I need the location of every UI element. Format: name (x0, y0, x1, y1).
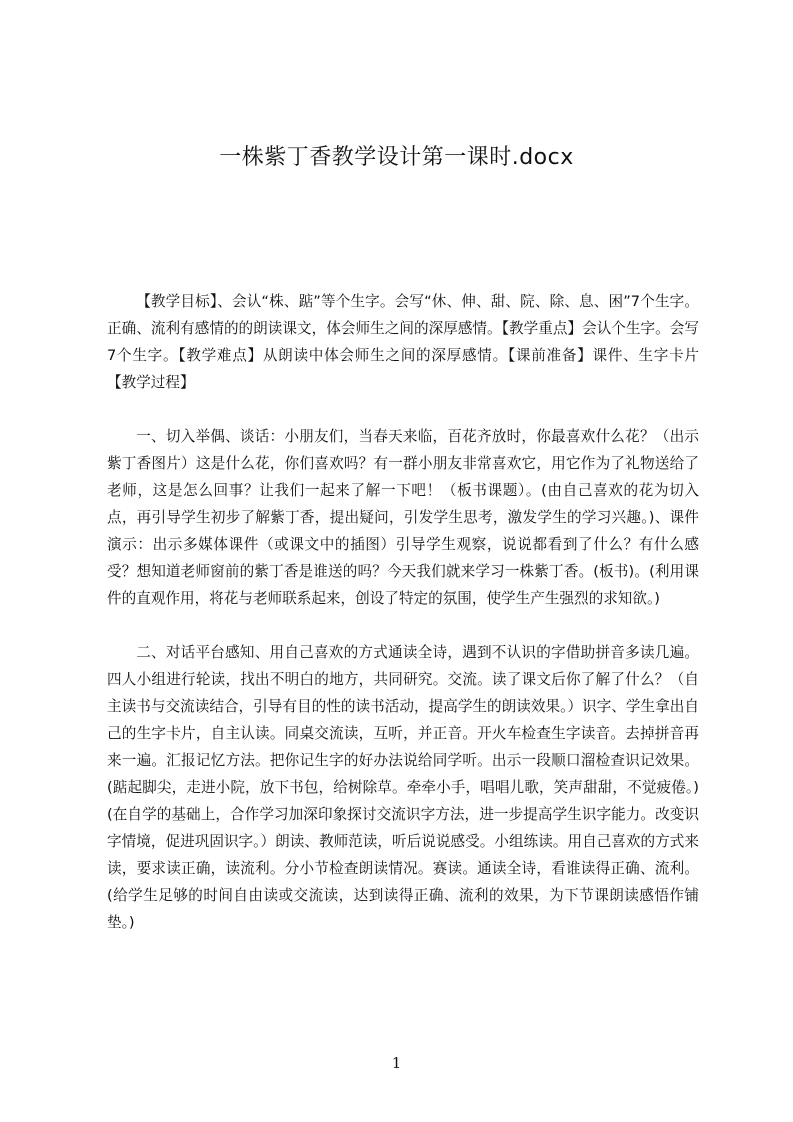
paragraph-part-two-dialogue: 二、对话平台感知、用自己喜欢的方式通读全诗，遇到不认识的字借助拼音多读几遍。四人小组进行轮读，找出不明白的地方，共同研究。交流。读了课文后你了解了什么？（自主读书与交流读结合，引导有目的性的读书活动，提高学生的朗读效果。）识字、学生拿出自己的生字卡片，自主认读。同桌交流读，互听，并正音。开火车检查生字读音。去掉拼音再来一遍。汇报记忆方法。把你记生字的好办法说给同学听。出示一段顺口溜检查识记效果。(踮起脚尖，走进小院，放下书包，给树除草。牵牵小手，唱唱儿歌，笑声甜甜，不觉疲倦。)(在自学的基础上，合作学习加深印象探讨交流识字方法，进一步提高学生识字能力。改变识字情境，促进巩固识字。）朗读、教师范读，听后说说感受。小组练读。用自己喜欢的方式来读，要求读正确，读流利。分小节检查朗读情况。赛读。通读全诗，看谁读得正确、流利。(给学生足够的时间自由读或交流读，达到读得正确、流利的效果，为下节课朗读感悟作铺垫。) (107, 644, 699, 931)
paragraph-part-one-introduction: 一、切入举偶、谈话：小朋友们，当春天来临，百花齐放时，你最喜欢什么花？（出示紫丁香图片）这是什么花，你们喜欢吗？有一群小朋友非常喜欢它，用它作为了礼物送给了老师，这是怎么回事？让我们一起来了解一下吧！（板书课题）。(由自己喜欢的花为切入点，再引导学生初步了解紫丁香，提出疑问，引发学生思考，激发学生的学习兴趣。)、课件演示：出示多媒体课件（或课文中的插图）引导学生观察，说说都看到了什么？有什么感受？想知道老师窗前的紫丁香是谁送的吗？今天我们就来学习一株紫丁香。(板书)。(利用课件的直观作用，将花与老师联系起来，创设了特定的氛围，使学生产生强烈的求知欲。) (107, 428, 699, 607)
document-title: 一株紫丁香教学设计第一课时.docx (219, 145, 574, 170)
page-number: 1 (391, 1054, 402, 1072)
paragraph-teaching-objectives: 【教学目标】、会认“株、踮”等个生字。会写“休、伸、甜、院、除、息、困”7个生字。正确、流利有感情的的朗读课文，体会师生之间的深厚感情。【教学重点】会认个生字。会写7个生字。【教学难点】从朗读中体会师生之间的深厚感情。【课前准备】课件、生字卡片【教学过程】 (107, 293, 699, 391)
document-body (107, 288, 699, 936)
